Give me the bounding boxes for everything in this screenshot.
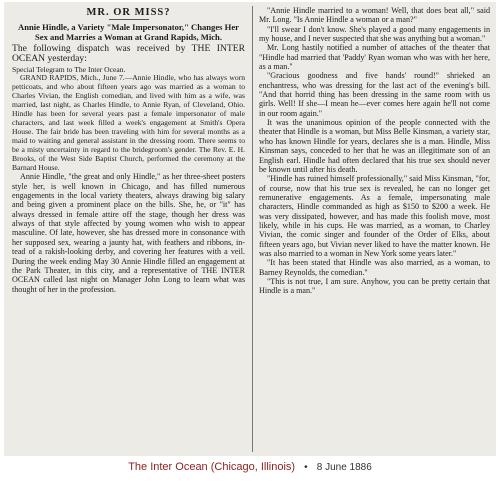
body-paragraph: "Hindle has ruined himself professionally," said Miss Kinsman, "for, of course, now that his true sex is revealed, he can no longer get remunerative engagements. As a female, impersonating male characters, Hindle commanded as high as $150 to $200 a week. He was very dissipated, however, and has made this foolish move, most likely, while in his cups. He was married, as a woman, to Charley Vivian, the comic singer and founder of the Order of Elks, about fifteen years ago, but Vivian never liked to have the matter known. He was also married to a woman in New York some years later." bbox=[259, 174, 490, 258]
right-column bbox=[259, 6, 490, 454]
newspaper-clipping bbox=[4, 2, 496, 456]
article-subhead: Annie Hindle, a Variety "Male Impersonator," Changes Her Sex and Marries a Woman at Grand Rapids, Mich. bbox=[18, 22, 239, 42]
article-lead: The following dispatch was received by THE INTER OCEAN yesterday: bbox=[12, 42, 245, 65]
column-divider bbox=[252, 6, 253, 452]
dispatch-paragraph: GRAND RAPIDS, Mich., June 7.—Annie Hindle, who has always worn petticoats, and who about fifteen years ago was married as a woman to Charles Vivian, the English comedian, and lived with him as a wife, was married, last night, as Charles Hindle, to Annie Ryan, of Cleveland, Ohio. Hindle has been for several years past a female impersonator of male characters, and last week filled a week's engagement at Smith's Opera House. The fair bride has been traveling with him for several months as a maid to waiting and general assistant in the dressing room. There seems to be a misty uncertainty in regard to the bridegroom's gender. The Rev. E. H. Brooks, of the West Side Baptist Church, performed the ceremony at the Barnard House. bbox=[12, 73, 245, 172]
body-paragraph: Annie Hindle, "the great and only Hindle," as her three-sheet posters style her, is well known in Chicago, and has filled numerous engagements in the local variety theaters, always drawing big salary and being given a prominent place on the bills. She, he, or "it" has always dressed in female attire off the stage, though her dress was always of that style affected by young women who wish to appear masculine. Of late, however, she has dressed more in consonance with her supposed sex, wearing a jaunty hat, with feathers and ribbons, in-tead of a rakish-looking derby, and covering her features with a veil. During the week ending May 30 Annie Hindle filled an engagement at the Park Theater, in this city, and a representative of THE INTER OCEAN called last night on Manager John Long to learn what was thought of her in the profession. bbox=[12, 172, 245, 294]
special-telegram-line: Special Telegram to The Inter Ocean. bbox=[12, 64, 126, 74]
body-paragraph: "Annie Hindle married to a woman! Well, that does beat all," said Mr. Long. "Is Annie Hindle a woman or a man?" bbox=[259, 6, 490, 25]
headline-rule bbox=[109, 19, 149, 20]
clipping-caption bbox=[0, 460, 500, 475]
body-paragraph: "Gracious goodness and five hands' round!" shrieked an enchantress, who was dressing for the last act of the evening's bill. "And that horrid thing has been dressing in the same room with us girls. Well! If she—I mean he—ever comes here again he'll not come in our room again." bbox=[259, 71, 490, 118]
body-paragraph: "It has been stated that Hindle was also married, as a woman, to Barney Reynolds, the comedian." bbox=[259, 258, 490, 277]
body-paragraph: "I'll swear I don't know. She's played a good many engagements in my house, and I never suspected that she was anything but a woman." bbox=[259, 24, 490, 44]
article-headline: MR. OR MISS? bbox=[86, 7, 171, 18]
caption-separator: • bbox=[304, 462, 308, 473]
left-column bbox=[12, 6, 245, 454]
body-paragraph: It was the unanimous opinion of the people connected with the theater that Hindle is a woman, but Miss Belle Kinsman, a variety star, who has known Hindle for years, declares she is a man. Hindle, Miss Kinsman says, conceded to her that he was an illegitimate son of an English earl. Hindle had often declared that his true sex should never be known until after his death. bbox=[259, 118, 490, 174]
caption-date: 8 June 1886 bbox=[316, 462, 372, 473]
caption-source: The Inter Ocean (Chicago, Illinois) bbox=[128, 461, 296, 473]
body-paragraph: "This is not true, I am sure. Anyhow, you can be pretty certain that Hindle is a man." bbox=[259, 276, 490, 296]
body-paragraph: Mr. Long hastily notified a number of attaches of the theater that "Hindle had married that 'Paddy' Ryan woman who was with her here, as a man." bbox=[259, 43, 490, 72]
